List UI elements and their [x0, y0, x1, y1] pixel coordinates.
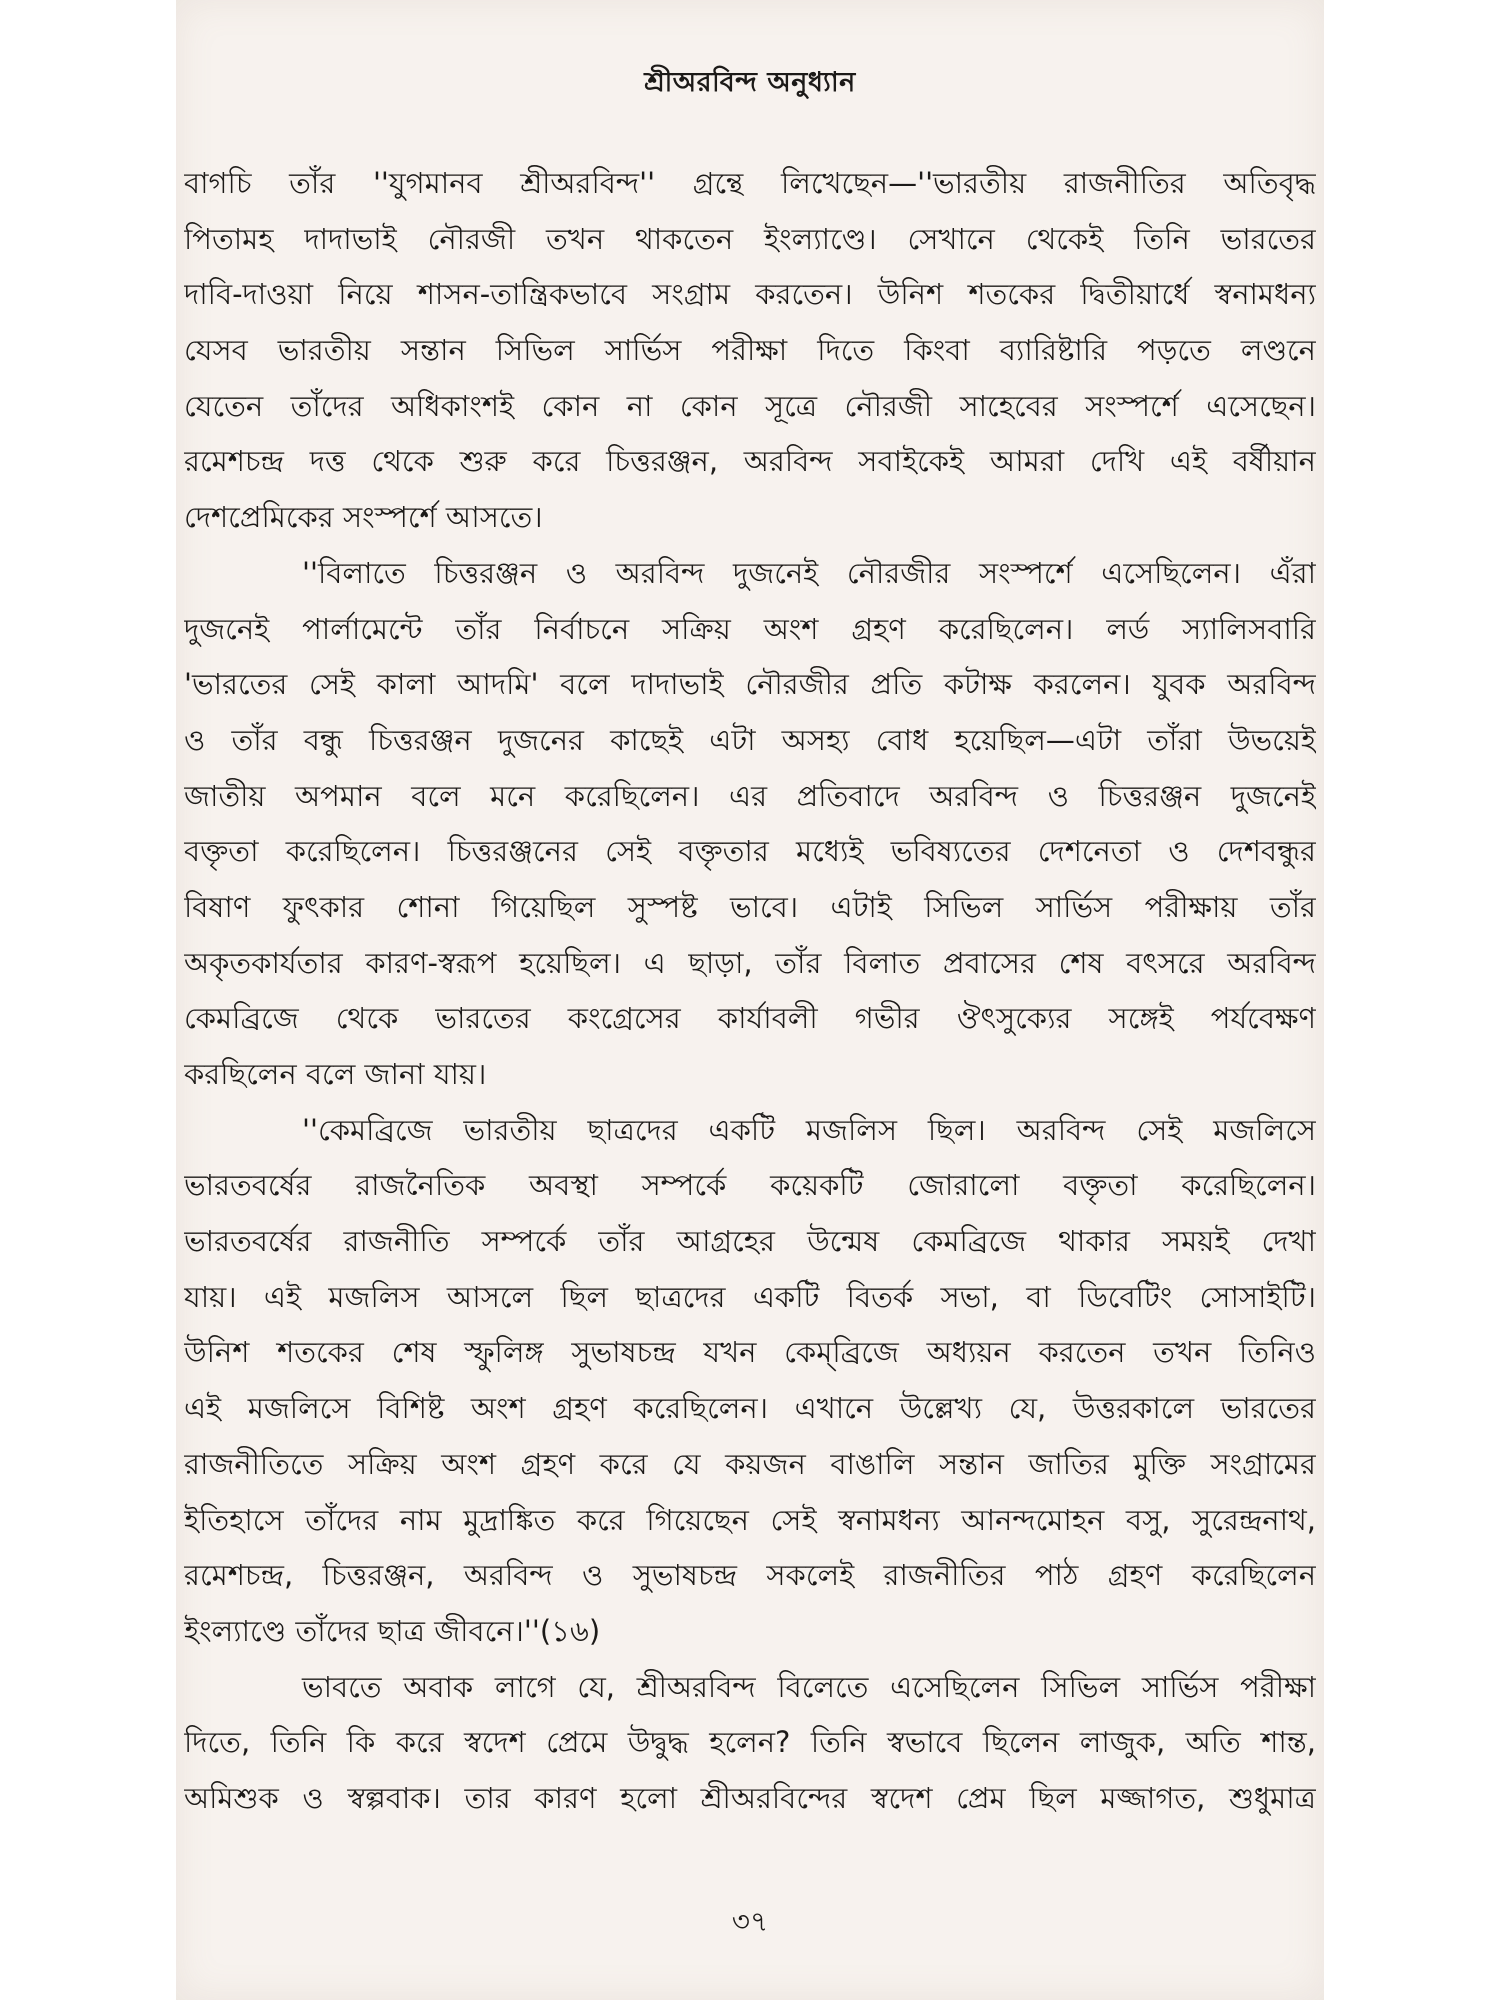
text-line: ''বিলাতে চিত্তরঞ্জন ও অরবিন্দ দুজনেই নৌরজীর সংস্পর্শে এসেছিলেন। এঁরা: [302, 555, 1316, 590]
text-line: রমেশচন্দ্র দত্ত থেকে শুরু করে চিত্তরঞ্জন, অরবিন্দ সবাইকেই আমরা দেখি এই বর্ষীয়ান: [184, 444, 1316, 479]
text-line: বাগচি তাঁর ''যুগমানব শ্রীঅরবিন্দ'' গ্রন্থে লিখেছেন—''ভারতীয় রাজনীতির অতিবৃদ্ধ: [184, 166, 1316, 200]
text-line: ও তাঁর বন্ধু চিত্তরঞ্জন দুজনের কাছেই এটা অসহ্য বোধ হয়েছিল—এটা তাঁরা উভয়েই: [184, 722, 1316, 757]
text-line: ''কেমব্রিজে ভারতীয় ছাত্রদের একটি মজলিস ছিল। অরবিন্দ সেই মজলিসে: [302, 1112, 1316, 1147]
text-line: অকৃতকার্যতার কারণ-স্বরূপ হয়েছিল। এ ছাড়া, তাঁর বিলাত প্রবাসের শেষ বৎসরে অরবিন্দ: [184, 945, 1316, 980]
text-line: ভারতবর্ষের রাজনৈতিক অবস্থা সম্পর্কে কয়েকটি জোরালো বক্তৃতা করেছিলেন।: [184, 1168, 1316, 1203]
text-line: ইংল্যাণ্ডে তাঁদের ছাত্র জীবনে।''(১৬): [184, 1613, 601, 1648]
text-line: বিষাণ ফুৎকার শোনা গিয়েছিল সুস্পষ্ট ভাবে। এটাই সিভিল সার্ভিস পরীক্ষায় তাঁর: [184, 889, 1316, 924]
text-line: দেশপ্রেমিকের সংস্পর্শে আসতে।: [184, 500, 543, 535]
text-line: করছিলেন বলে জানা যায়।: [184, 1057, 487, 1091]
text-line: যায়। এই মজলিস আসলে ছিল ছাত্রদের একটি বিতর্ক সভা, বা ডিবেটিং সোসাইটি।: [184, 1279, 1316, 1314]
text-line: দিতে, তিনি কি করে স্বদেশ প্রেমে উদ্বুদ্ধ হলেন? তিনি স্বভাবে ছিলেন লাজুক, অতি শান্ত,: [184, 1725, 1316, 1760]
text-line: ইতিহাসে তাঁদের নাম মুদ্রাঙ্কিত করে গিয়েছেন সেই স্বনামধন্য আনন্দমোহন বসু, সুরেন্দ্রনাথ,: [184, 1502, 1316, 1537]
text-line: যেতেন তাঁদের অধিকাংশই কোন না কোন সূত্রে নৌরজী সাহেবের সংস্পর্শে এসেছেন।: [184, 388, 1316, 423]
text-line: 'ভারতের সেই কালা আদমি' বলে দাদাভাই নৌরজীর প্রতি কটাক্ষ করলেন। যুবক অরবিন্দ: [184, 667, 1316, 702]
text-line: যেসব ভারতীয় সন্তান সিভিল সার্ভিস পরীক্ষা দিতে কিংবা ব্যারিষ্টারি পড়তে লণ্ডনে: [184, 333, 1316, 368]
text-line: অমিশুক ও স্বল্পবাক। তার কারণ হলো শ্রীঅরবিন্দের স্বদেশ প্রেম ছিল মজ্জাগত, শুধুমাত্র: [184, 1780, 1316, 1815]
text-line: বক্তৃতা করেছিলেন। চিত্তরঞ্জনের সেই বক্তৃতার মধ্যেই ভবিষ্যতের দেশনেতা ও দেশবন্ধুর: [184, 834, 1316, 869]
text-line: রাজনীতিতে সক্রিয় অংশ গ্রহণ করে যে কয়জন বাঙালি সন্তান জাতির মুক্তি সংগ্রামের: [184, 1446, 1316, 1481]
text-line: পিতামহ দাদাভাই নৌরজী তখন থাকতেন ইংল্যাণ্ডে। সেখানে থেকেই তিনি ভারতের: [184, 221, 1316, 256]
text-line: কেমব্রিজে থেকে ভারতের কংগ্রেসের কার্যাবলী গভীর ঔৎসুক্যের সঙ্গেই পর্যবেক্ষণ: [184, 1001, 1316, 1036]
page-number: ৩৭: [731, 1905, 769, 1938]
text-line: উনিশ শতকের শেষ স্ফুলিঙ্গ সুভাষচন্দ্র যখন কেম্‌ব্রিজে অধ্যয়ন করতেন তখন তিনিও: [184, 1335, 1316, 1370]
running-head: শ্রীঅরবিন্দ অনুধ্যান: [644, 67, 856, 98]
text-line: জাতীয় অপমান বলে মনে করেছিলেন। এর প্রতিবাদে অরবিন্দ ও চিত্তরঞ্জন দুজনেই: [184, 778, 1316, 813]
text-line: দুজনেই পার্লামেন্টে তাঁর নির্বাচনে সক্রিয় অংশ গ্রহণ করেছিলেন। লর্ড স্যালিসবারি: [184, 611, 1316, 646]
text-line: রমেশচন্দ্র, চিত্তরঞ্জন, অরবিন্দ ও সুভাষচন্দ্র সকলেই রাজনীতির পাঠ গ্রহণ করেছিলেন: [184, 1558, 1316, 1593]
text-line: দাবি-দাওয়া নিয়ে শাসন-তান্ত্রিকভাবে সংগ্রাম করতেন। উনিশ শতকের দ্বিতীয়ার্ধে স্বনামধন্য: [184, 277, 1316, 312]
text-line: ভাবতে অবাক লাগে যে, শ্রীঅরবিন্দ বিলেতে এসেছিলেন সিভিল সার্ভিস পরীক্ষা: [302, 1669, 1316, 1704]
text-line: এই মজলিসে বিশিষ্ট অংশ গ্রহণ করেছিলেন। এখানে উল্লেখ্য যে, উত্তরকালে ভারতের: [184, 1391, 1316, 1426]
book-page: [176, 0, 1324, 2000]
text-line: ভারতবর্ষের রাজনীতি সম্পর্কে তাঁর আগ্রহের উন্মেষ কেমব্রিজে থাকার সময়ই দেখা: [184, 1224, 1316, 1259]
body-text: [184, 156, 1316, 1827]
